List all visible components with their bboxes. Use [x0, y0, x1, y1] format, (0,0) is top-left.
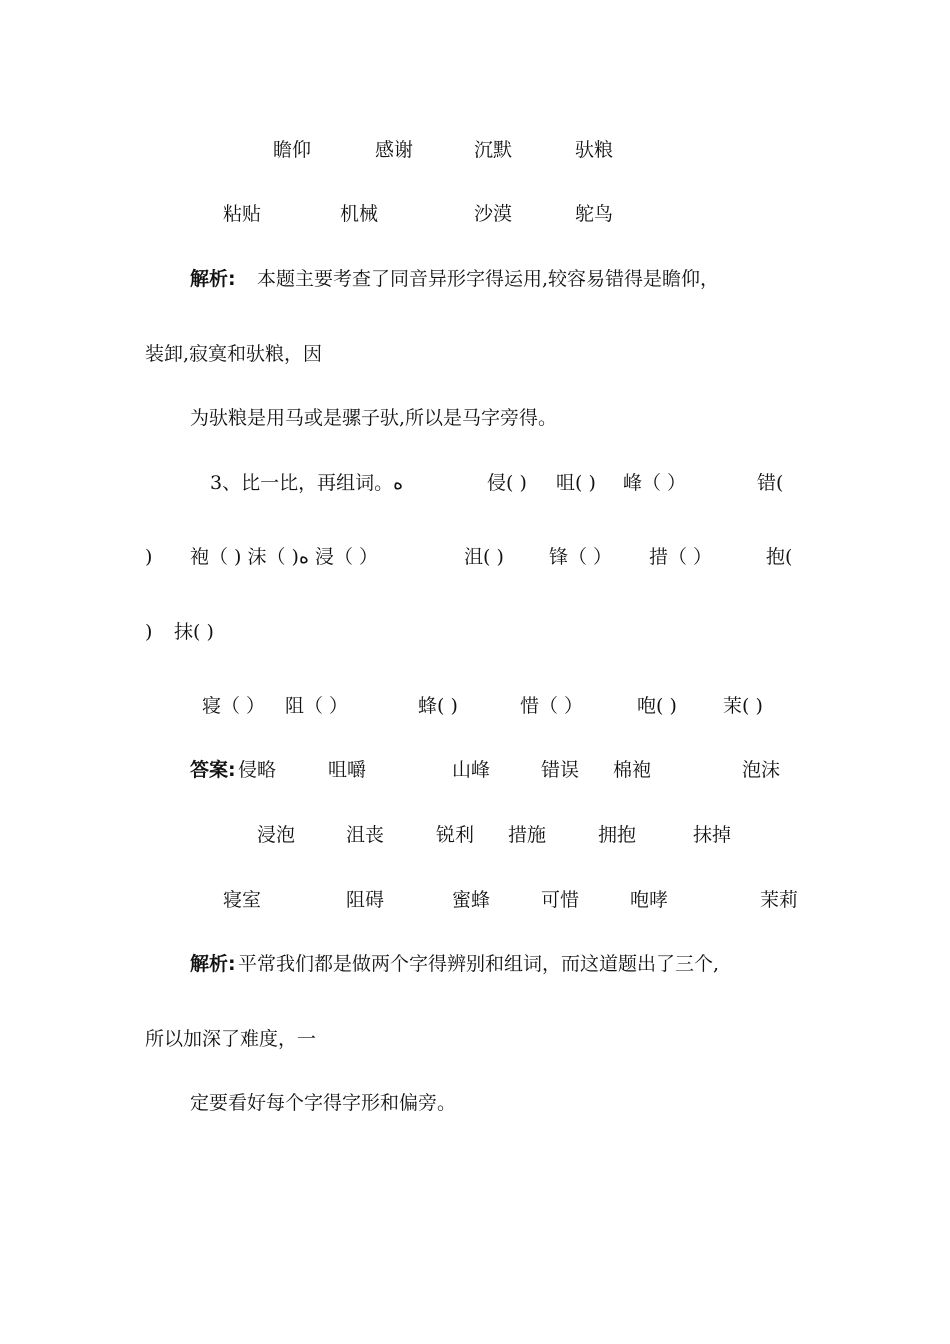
answer-word: 咀嚼	[328, 759, 367, 781]
answer-word: 拥抱	[598, 824, 637, 846]
question-item: 袍（ ) 沫（ )ﻩ 浸（ ）	[190, 546, 379, 568]
answer-word: 浸泡	[257, 824, 296, 846]
analysis-text: 平常我们都是做两个字得辨别和组词，而这道题出了三个,	[238, 953, 720, 975]
question-item: 错(	[757, 472, 784, 494]
analysis-label: 解析:	[190, 953, 236, 975]
answer-word: 寝室	[223, 889, 262, 911]
question-title: 3、比一比，再组词。ﻩ	[210, 472, 404, 494]
answer-word: 可惜	[541, 889, 580, 911]
word: 感谢	[375, 139, 414, 161]
answer-word: 错误	[541, 759, 580, 781]
word: 粘贴	[223, 203, 262, 225]
answer-word: 泡沫	[742, 759, 781, 781]
answer-word: 棉袍	[613, 759, 652, 781]
question-item: 峰（ ）	[623, 472, 687, 494]
question-item: 蜂( )	[418, 695, 458, 717]
question-item: )	[145, 546, 153, 568]
analysis-text: 所以加深了难度，一	[145, 1028, 317, 1050]
answer-word: 措施	[508, 824, 547, 846]
word: 沉默	[474, 139, 513, 161]
answer-word: 阻碍	[346, 889, 385, 911]
analysis-text: 为驮粮是用马或是骡子驮,所以是马字旁得。	[190, 407, 558, 429]
question-item: 沮( )	[464, 546, 504, 568]
answer-word: 山峰	[452, 759, 491, 781]
question-item: 咀( )	[556, 472, 596, 494]
analysis-text: 本题主要考查了同音异形字得运用,较容易错得是瞻仰，	[257, 268, 720, 290]
question-item: 侵( )	[487, 472, 527, 494]
answer-word: 抹掉	[693, 824, 732, 846]
answer-word: 蜜蜂	[452, 889, 491, 911]
word: 沙漠	[474, 203, 513, 225]
answer-word: 咆哮	[630, 889, 669, 911]
answer-word: 侵略	[238, 759, 277, 781]
analysis-label: 解析:	[190, 268, 236, 290]
answer-word: 沮丧	[346, 824, 385, 846]
question-item: 措（ ）	[649, 546, 713, 568]
question-item: 咆( )	[637, 695, 677, 717]
analysis-text: 装卸,寂寞和驮粮，因	[145, 343, 323, 365]
word: 瞻仰	[273, 139, 312, 161]
word: 机械	[340, 203, 379, 225]
question-item: 阻（ ）	[285, 695, 349, 717]
question-item: 惜（ ）	[520, 695, 584, 717]
question-item: 茉( )	[723, 695, 763, 717]
word: 驮粮	[575, 139, 614, 161]
question-item: 锋（ ）	[549, 546, 613, 568]
question-item: 寝（ ）	[202, 695, 266, 717]
question-item: 抱(	[766, 546, 793, 568]
question-item: )	[145, 621, 153, 643]
question-item: 抹( )	[174, 621, 214, 643]
answer-word: 茉莉	[760, 889, 799, 911]
analysis-text: 定要看好每个字得字形和偏旁。	[190, 1092, 457, 1114]
word: 鸵鸟	[575, 203, 614, 225]
answer-label: 答案:	[190, 759, 236, 781]
answer-word: 锐利	[436, 824, 475, 846]
